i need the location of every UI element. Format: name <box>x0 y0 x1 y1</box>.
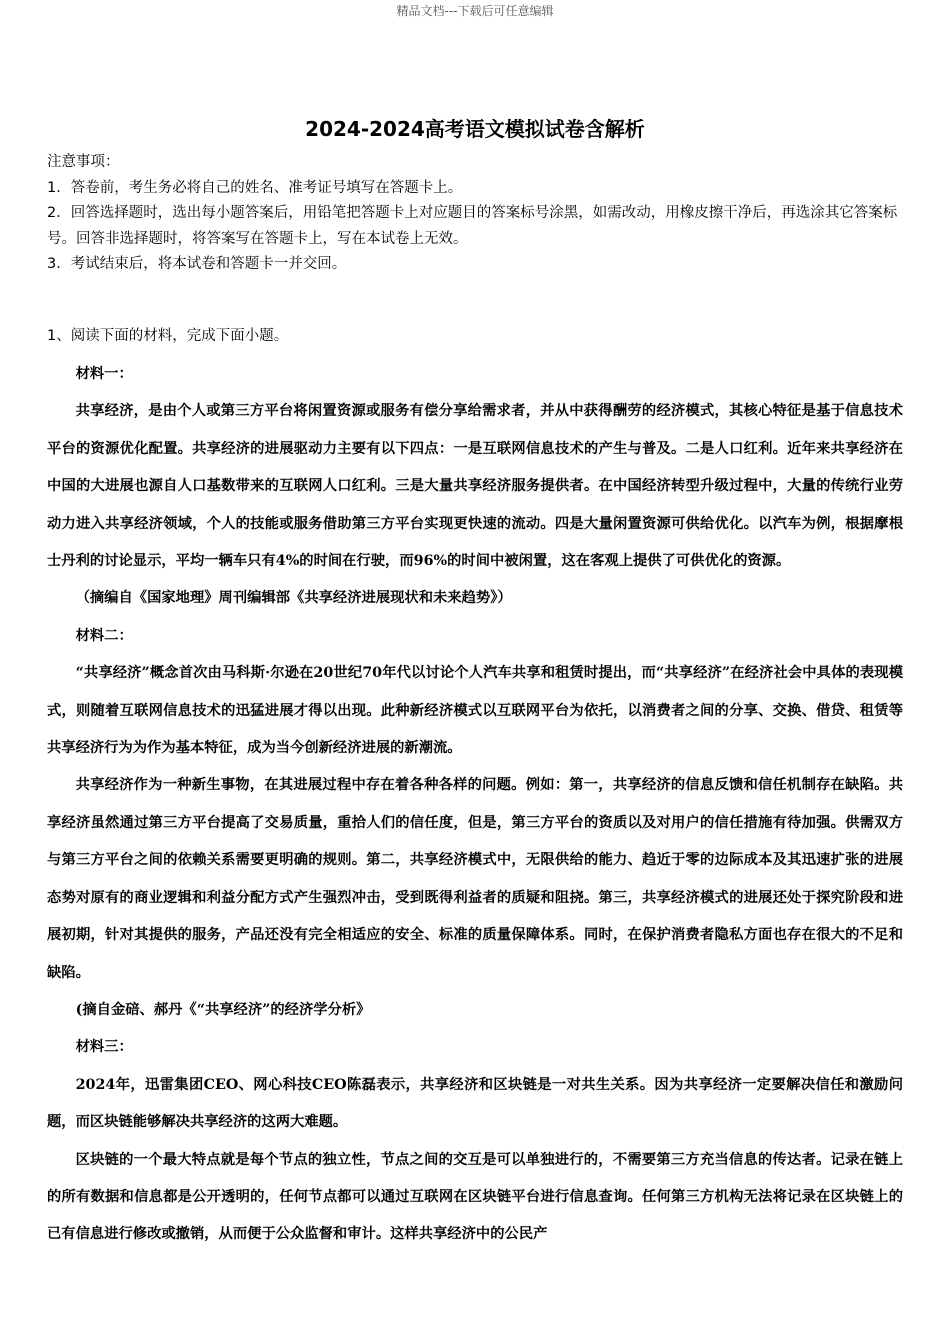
material-paragraph: 共享经济，是由个人或第三方平台将闲置资源或服务有偿分享给需求者，并从中获得酬劳的经济模式，其核心特征是基于信息技术平台的资源优化配置。共享经济的进展驱动力主要有以下四点：一是互联网信息技术的产生与普及。二是人口红利。近年来共享经济在中国的大进展也源自人口基数带来的互联网人口红利。三是大量共享经济服务提供者。在中国经济转型升级过程中，大量的传统行业劳动力进入共享经济领域，个人的技能或服务借助第三方平台实现更快速的流动。四是大量闲置资源可供给优化。以汽车为例，根据摩根士丹利的讨论显示，平均一辆车只有4%的时间在行驶，而96%的时间中被闲置，这在客观上提供了可供优化的资源。 <box>47 403 903 570</box>
page-title: 2024-2024高考语文模拟试卷含解析 <box>305 117 645 141</box>
notice-section <box>47 150 907 278</box>
header-note: 精品文档---下载后可任意编辑 <box>396 4 554 18</box>
material-label: 材料一： <box>75 366 133 382</box>
notice-item: 3．考试结束后，将本试卷和答题卡一并交回。 <box>47 256 347 272</box>
question-prompt: 1、阅读下面的材料，完成下面小题。 <box>47 328 289 344</box>
material-paragraph: 区块链的一个最大特点就是每个节点的独立性，节点之间的交互是可以单独进行的，不需要第三方充当信息的传达者。记录在链上的所有数据和信息都是公开透明的，任何节点都可以通过互联网在区块链平台进行信息查询。任何第三方机构无法将记录在区块链上的已有信息进行修改或撤销，从而便于公众监督和审计。这样共享经济中的公民产 <box>47 1151 903 1243</box>
notice-item: 2．回答选择题时，选出每小题答案后，用铅笔把答题卡上对应题目的答案标号涂黑，如需改动，用橡皮擦干净后，再选涂其它答案标号。回答非选择题时，将答案写在答题卡上，写在本试卷上无效。 <box>47 205 898 247</box>
material-source: （摘编自《国家地理》周刊编辑部《共享经济进展现状和未来趋势》） <box>75 590 512 607</box>
notice-item: 1．答卷前，考生务必将自己的姓名、准考证号填写在答题卡上。 <box>47 179 463 196</box>
material-label: 材料二： <box>75 627 133 644</box>
material-paragraph: 共享经济作为一种新生事物，在其进展过程中存在着各种各样的问题。例如：第一，共享经济的信息反馈和信任机制存在缺陷。共享经济虽然通过第三方平台提高了交易质量，重拾人们的信任度，但是，第三方平台的资质以及对用户的信任措施有待加强。供需双方与第三方平台之间的依赖关系需要更明确的规则。第二，共享经济模式中，无限供给的能力、趋近于零的边际成本及其迅速扩张的进展态势对原有的商业逻辑和利益分配方式产生强烈冲击，受到既得利益者的质疑和阻挠。第三，共享经济模式的进展还处于探究阶段和进展初期，针对其提供的服务，产品还没有完全相适应的安全、标准的质量保障体系。同时，在保护消费者隐私方面也存在很大的不足和缺陷。 <box>47 777 903 981</box>
reading-materials <box>47 356 903 1254</box>
material-label: 材料三： <box>75 1039 133 1056</box>
notice-heading: 注意事项： <box>47 154 120 170</box>
material-source: (摘自金碚、郝丹《“共享经济”的经济学分析》 <box>75 1001 371 1018</box>
material-paragraph: 2024年，迅雷集团CEO、网心科技CEO陈磊表示，共享经济和区块链是一对共生关系。因为共享经济一定要解决信任和激励问题，而区块链能够解决共享经济的这两大难题。 <box>47 1076 903 1131</box>
material-paragraph: “共享经济”概念首次由马科斯·尔逊在20世纪70年代以讨论个人汽车共享和租赁时提出，而“共享经济”在经济社会中具体的表现模式，则随着互联网信息技术的迅猛进展才得以出现。此种新经济模式以互联网平台为依托，以消费者之间的分享、交换、借贷、租赁等共享经济行为为作为基本特征，成为当今创新经济进展的新潮流。 <box>47 665 903 757</box>
